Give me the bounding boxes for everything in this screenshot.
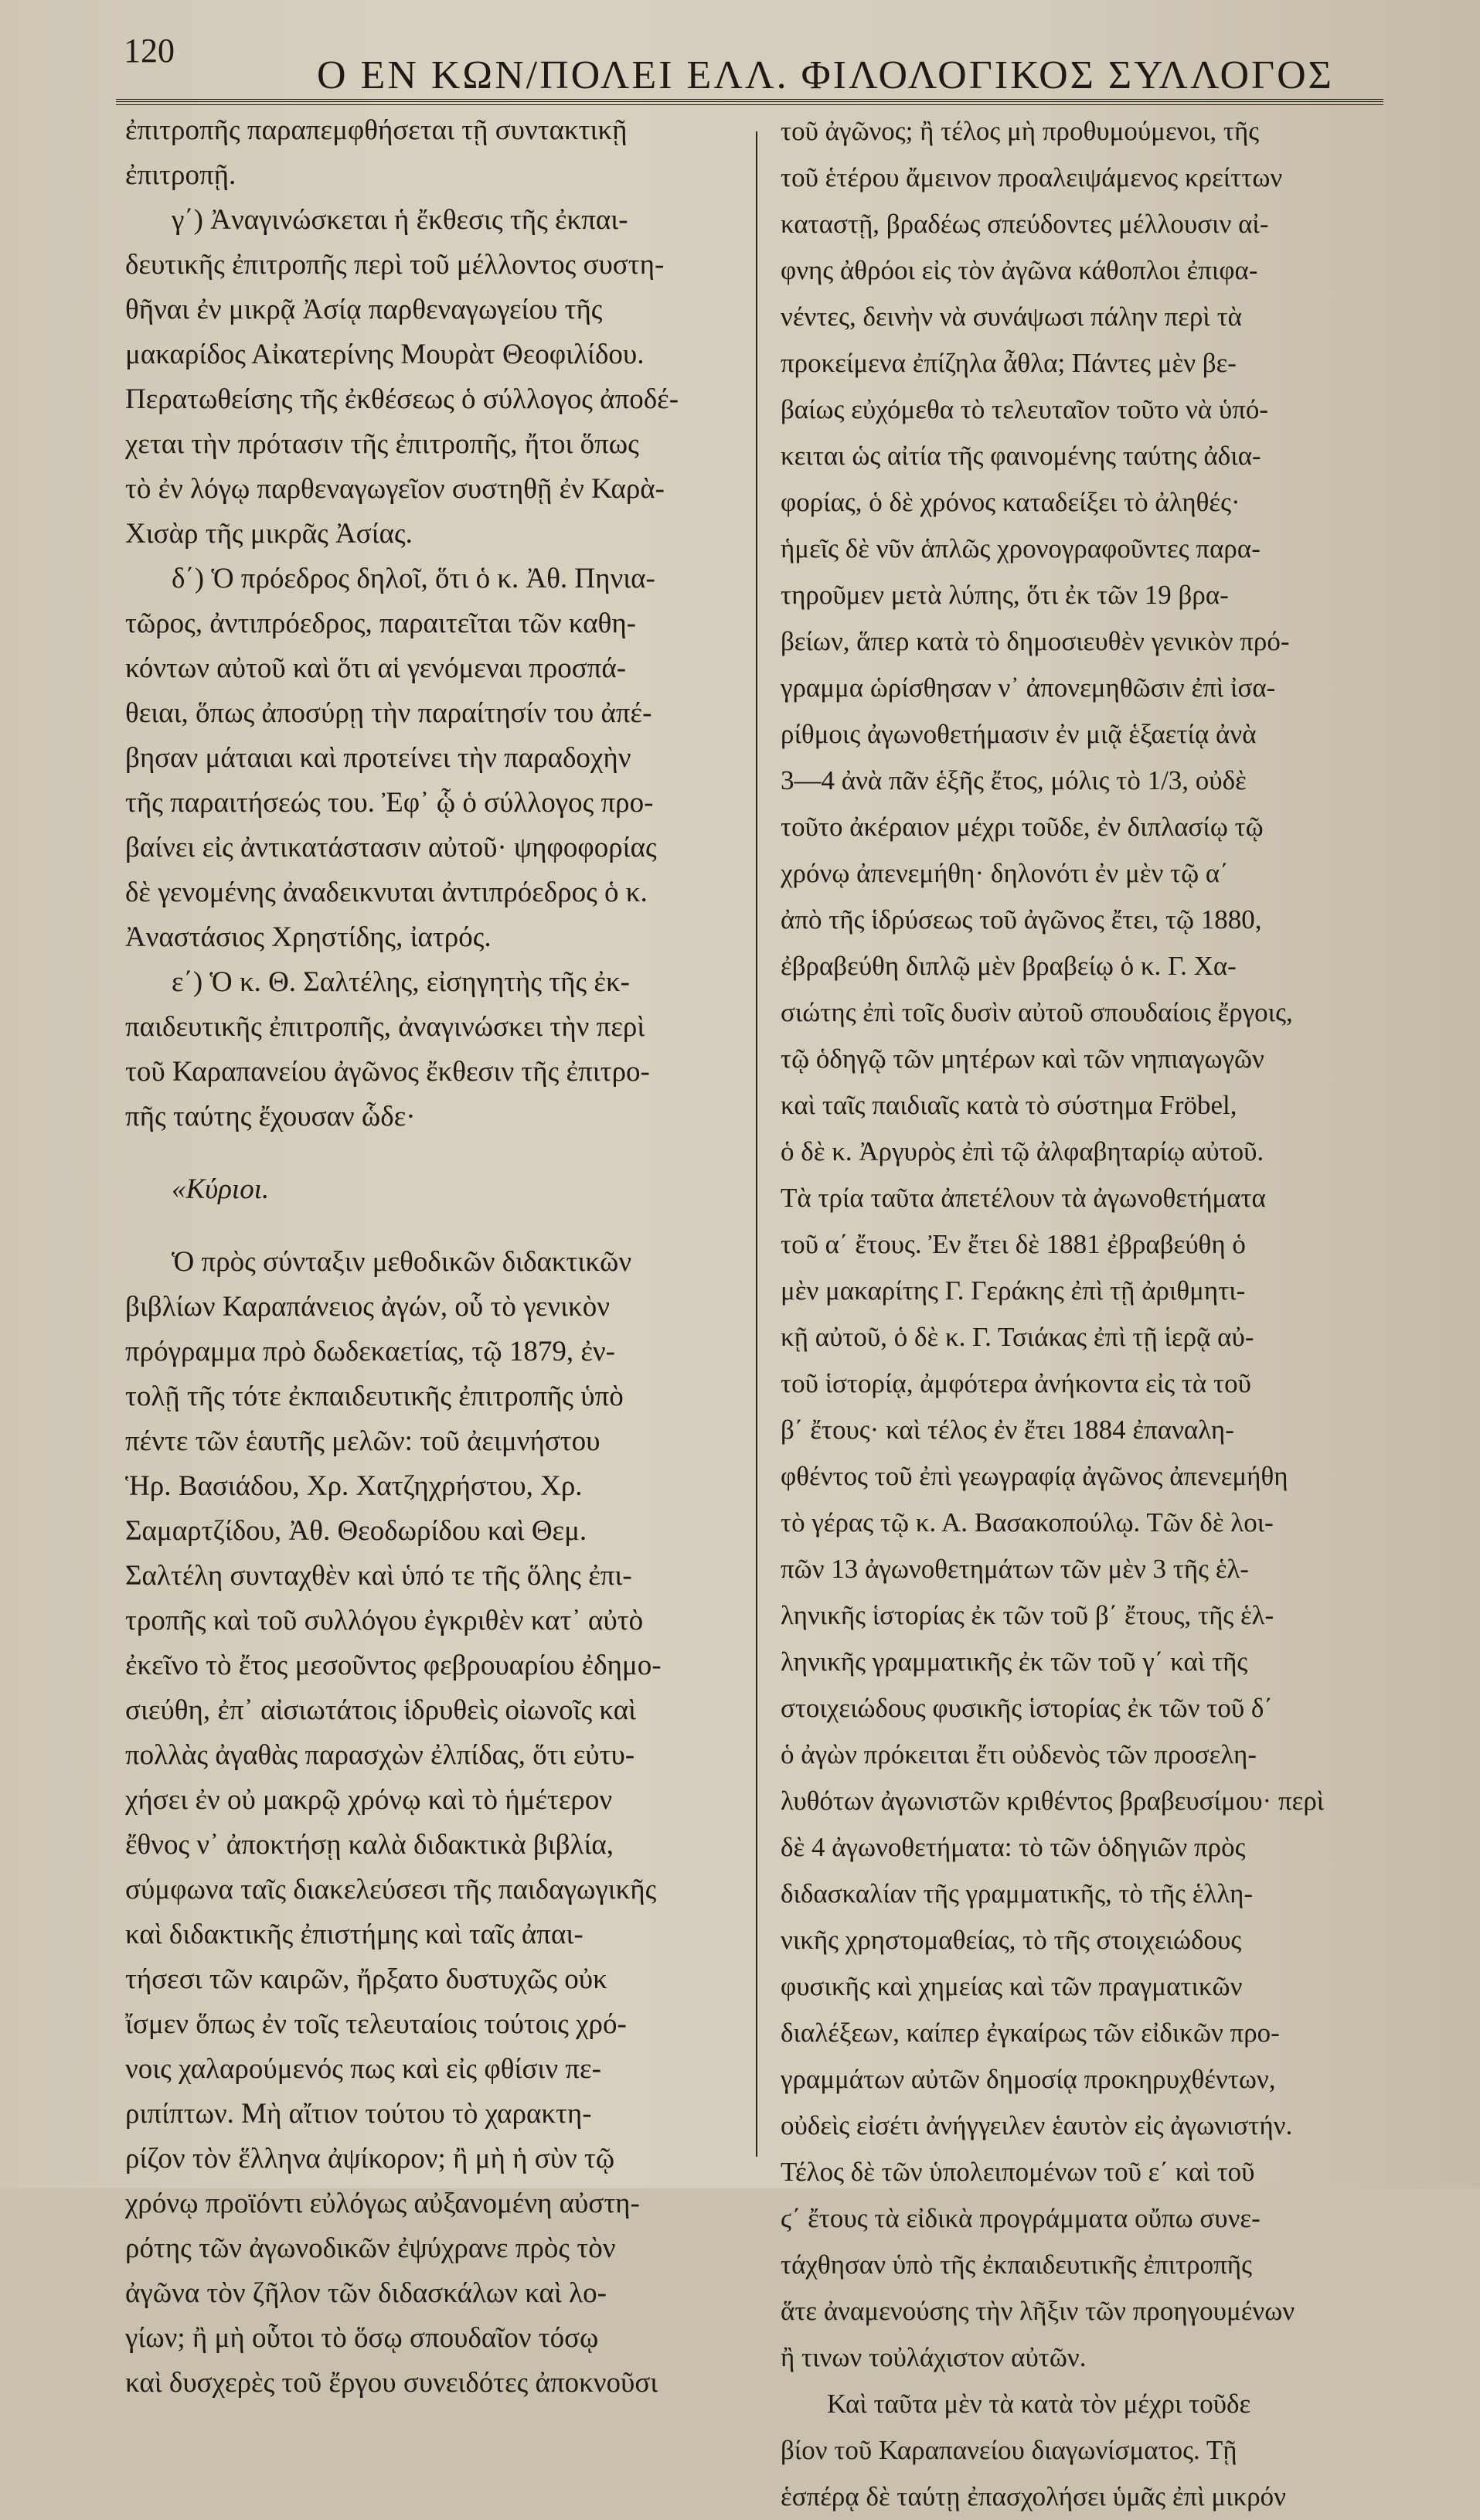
text-line: γραμμα ὡρίσθησαν ν᾽ ἀπονεμηθῶσιν ἐπὶ ἰσα- (781, 673, 1276, 703)
text-line: ρότης τῶν ἀγωνοδικῶν ἐψύχρανε πρὸς τὸν (125, 2232, 616, 2264)
text-line: σιεύθη, ἐπ᾽ αἰσιωτάτοις ἱδρυθεὶς οἰωνοῖς καὶ (125, 1694, 637, 1726)
text-line: ἢ τινων τοὐλάχιστον αὐτῶν. (781, 2342, 1087, 2372)
text-line: τοῦ ἑτέρου ἄμεινον προαλειψάμενος κρείττων (781, 162, 1283, 192)
text-line: καὶ δυσχερὲς τοῦ ἔργου συνειδότες ἀποκνοῦσι (125, 2367, 658, 2399)
text-line: τῷ ὁδηγῷ τῶν μητέρων καὶ τῶν νηπιαγωγῶν (781, 1044, 1264, 1074)
text-line: Τέλος δὲ τῶν ὑπολειπομένων τοῦ ε΄ καὶ τοῦ (781, 2157, 1255, 2187)
text-line: νικῆς χρηστομαθείας, τὸ τῆς στοιχειώδους (781, 1925, 1242, 1955)
text-line: ἐβραβεύθη διπλῷ μὲν βραβείῳ ὁ κ. Γ. Χα- (781, 951, 1237, 981)
text-line: χεται τὴν πρότασιν τῆς ἐπιτροπῆς, ἤτοι ὅπως (125, 428, 639, 460)
text-line: ληνικῆς ἱστορίας ἐκ τῶν τοῦ β΄ ἔτους, τῆς ἑλ- (781, 1600, 1274, 1630)
text-line: ἑσπέρᾳ δὲ ταύτῃ ἐπασχολήσει ὑμᾶς ἐπὶ μικρόν (781, 2481, 1286, 2511)
text-line: πέντε τῶν ἑαυτῆς μελῶν: τοῦ ἀειμνήστου (125, 1425, 601, 1457)
text-line: τολῇ τῆς τότε ἐκπαιδευτικῆς ἐπιτροπῆς ὑπὸ (125, 1381, 624, 1412)
text-line: δευτικῆς ἐπιτροπῆς περὶ τοῦ μέλλοντος συστη- (125, 249, 665, 281)
text-line: οὐδεὶς εἰσέτι ἀνήγγειλεν ἑαυτὸν εἰς ἀγωνιστήν. (781, 2110, 1293, 2140)
text-line: βιβλίων Καραπάνειος ἀγών, οὗ τὸ γενικὸν (125, 1291, 610, 1323)
text-line: Σαμαρτζίδου, Ἀθ. Θεοδωρίδου καὶ Θεμ. (125, 1515, 587, 1547)
text-line: διαλέξεων, καίπερ ἐγκαίρως τῶν εἰδικῶν προ- (781, 2018, 1280, 2048)
text-line: παιδευτικῆς ἐπιτροπῆς, ἀναγινώσκει τὴν περὶ (125, 1011, 645, 1043)
text-line: Χισὰρ τῆς μικρᾶς Ἀσίας. (125, 518, 413, 550)
text-line: βησαν μάταιαι καὶ προτείνει τὴν παραδοχὴν (125, 742, 631, 774)
left-column (125, 108, 759, 2406)
text-line: βείων, ἅπερ κατὰ τὸ δημοσιευθὲν γενικὸν πρό- (781, 626, 1290, 656)
paragraph-gap (125, 1212, 759, 1240)
text-line: 3—4 ἀνὰ πᾶν ἑξῆς ἔτος, μόλις τὸ 1/3, οὐδὲ (781, 765, 1247, 795)
text-line: ὁ δὲ κ. Ἀργυρὸς ἐπὶ τῷ ἀλφαβηταρίῳ αὐτοῦ. (781, 1136, 1264, 1166)
text-line: θῆναι ἐν μικρᾷ Ἀσίᾳ παρθεναγωγείου τῆς (125, 294, 603, 325)
text-line: μακαρίδος Αἰκατερίνης Μουρὰτ Θεοφιλίδου. (125, 339, 645, 370)
text-line: γραμμάτων αὐτῶν δημοσίᾳ προκηρυχθέντων, (781, 2064, 1276, 2094)
text-line: ἐπιτροπῇ. (125, 159, 236, 191)
text-line: λυθότων ἀγωνιστῶν κριθέντος βραβευσίμου· περὶ (781, 1786, 1325, 1816)
text-line: Ἡρ. Βασιάδου, Χρ. Χατζηχρήστου, Χρ. (125, 1470, 583, 1502)
paragraph-gap (125, 1139, 759, 1167)
text-line: τοῦ α΄ ἔτους. Ἐν ἔτει δὲ 1881 ἐβραβεύθη ὁ (781, 1229, 1246, 1259)
running-title: Ο ΕΝ ΚΩΝ/ΠΟΛΕΙ ΕΛΛ. ΦΙΛΟΛΟΓΙΚΟΣ ΣΥΛΛΟΓΟΣ (317, 53, 1334, 97)
text-line: καταστῇ, βραδέως σπεύδοντες μέλλουσιν αἰ- (781, 209, 1269, 239)
text-line: ϛ΄ ἔτους τὰ εἰδικὰ προγράμματα οὔπω συνε- (781, 2203, 1261, 2233)
text-line: δὲ 4 ἀγωνοθετήματα: τὸ τῶν ὁδηγιῶν πρὸς (781, 1832, 1246, 1862)
text-line: τῆς παραιτήσεώς του. Ἐφ᾽ ᾧ ὁ σύλλογος προ- (125, 787, 654, 819)
text-line: Τὰ τρία ταῦτα ἀπετέλουν τὰ ἀγωνοθετήματα (781, 1183, 1266, 1213)
text-line: τοῦ Καραπανείου ἀγῶνος ἔκθεσιν τῆς ἐπιτρο- (125, 1056, 650, 1088)
text-line: τηροῦμεν μετὰ λύπης, ὅτι ἐκ τῶν 19 βρα- (781, 580, 1229, 610)
text-line: κειται ὡς αἰτία τῆς φαινομένης ταύτης ἀδια- (781, 441, 1261, 471)
text-line: τὸ ἐν λόγῳ παρθεναγωγεῖον συστηθῇ ἐν Καρὰ- (125, 473, 665, 505)
text-line: τοῦ ἀγῶνος; ἢ τέλος μὴ προθυμούμενοι, τῆς (781, 116, 1260, 146)
text-line: «Κύριοι. (172, 1173, 270, 1205)
text-line: χρόνῳ ἀπενεμήθη· δηλονότι ἐν μὲν τῷ α΄ (781, 858, 1229, 888)
text-line: Καὶ ταῦτα μὲν τὰ κατὰ τὸν μέχρι τοῦδε (827, 2389, 1251, 2419)
text-line: νοις χαλαρούμενός πως καὶ εἰς φθίσιν πε- (125, 2053, 601, 2085)
text-line: πολλὰς ἀγαθὰς παρασχὼν ἐλπίδας, ὅτι εὐτυ- (125, 1739, 635, 1771)
text-line: τῶρος, ἀντιπρόεδρος, παραιτεῖται τῶν καθη- (125, 608, 636, 639)
text-line: δ΄) Ὁ πρόεδρος δηλοῖ, ὅτι ὁ κ. Ἀθ. Πηνια- (172, 563, 655, 594)
page-number: 120 (124, 32, 175, 70)
text-line: φορίας, ὁ δὲ χρόνος καταδείξει τὸ ἀληθές· (781, 487, 1240, 517)
text-line: ἀγῶνα τὸν ζῆλον τῶν διδασκάλων καὶ λο- (125, 2277, 607, 2309)
text-line: νέντες, δεινὴν νὰ συνάψωσι πάλην περὶ τὰ (781, 301, 1242, 332)
text-line: ὁ ἀγὼν πρόκειται ἔτι οὐδενὸς τῶν προσελη- (781, 1739, 1257, 1769)
text-line: τήσεσι τῶν καιρῶν, ἤρξατο δυστυχῶς οὐκ (125, 1963, 607, 1995)
text-line: ἔθνος ν᾽ ἀποκτήσῃ καλὰ διδακτικὰ βιβλία, (125, 1829, 614, 1861)
text-line: ἀπὸ τῆς ἱδρύσεως τοῦ ἀγῶνος ἔτει, τῷ 1880, (781, 904, 1262, 935)
text-line: φθέντος τοῦ ἐπὶ γεωγραφίᾳ ἀγῶνος ἀπενεμήθη (781, 1461, 1288, 1491)
text-line: βίον τοῦ Καραπανείου διαγωνίσματος. Τῇ (781, 2435, 1237, 2465)
text-line: τάχθησαν ὑπὸ τῆς ἐκπαιδευτικῆς ἐπιτροπῆς (781, 2249, 1252, 2280)
text-line: ἐκεῖνο τὸ ἔτος μεσοῦντος φεβρουαρίου ἐδημο- (125, 1650, 662, 1681)
text-line: ρίθμοις ἀγωνοθετήμασιν ἐν μιᾷ ἑξαετίᾳ ἀνὰ (781, 719, 1257, 749)
text-line: φυσικῆς καὶ χημείας καὶ τῶν πραγματικῶν (781, 1971, 1243, 2001)
text-line: γίων; ἢ μὴ οὗτοι τὸ ὅσῳ σπουδαῖον τόσῳ (125, 2322, 599, 2354)
text-line: Σαλτέλη συνταχθὲν καὶ ὑπό τε τῆς ὅλης ἐπι- (125, 1560, 632, 1592)
text-line: Περατωθείσης τῆς ἐκθέσεως ὁ σύλλογος ἀποδέ- (125, 383, 679, 415)
text-line: τὸ γέρας τῷ κ. Α. Βασακοπούλῳ. Τῶν δὲ λοι- (781, 1507, 1274, 1538)
text-line: γ΄) Ἀναγινώσκεται ἡ ἔκθεσις τῆς ἐκπαι- (172, 204, 628, 236)
text-line: ἡμεῖς δὲ νῦν ἁπλῶς χρονογραφοῦντες παρα- (781, 533, 1261, 564)
text-line: τροπῆς καὶ τοῦ συλλόγου ἐγκριθὲν κατ᾽ αὐτὸ (125, 1605, 644, 1636)
page-header (116, 23, 1352, 100)
right-column (781, 108, 1383, 2520)
text-line: στοιχειώδους φυσικῆς ἱστορίας ἐκ τῶν τοῦ δ΄ (781, 1693, 1274, 1723)
text-line: χρόνῳ προϊόντι εὐλόγως αὐξανομένη αὐστη- (125, 2188, 640, 2219)
text-line: προκείμενα ἐπίζηλα ἆθλα; Πάντες μὲν βε- (781, 348, 1237, 378)
text-line: μὲν μακαρίτης Γ. Γεράκης ἐπὶ τῇ ἀριθμητι- (781, 1275, 1246, 1306)
text-line: χήσει ἐν οὐ μακρῷ χρόνῳ καὶ τὸ ἡμέτερον (125, 1784, 613, 1816)
text-line: ε΄) Ὁ κ. Θ. Σαλτέλης, εἰσηγητὴς τῆς ἐκ- (172, 966, 630, 998)
text-line: καὶ ταῖς παιδιαῖς κατὰ τὸ σύστημα Fröbel, (781, 1090, 1237, 1120)
text-line: ἐπιτροπῆς παραπεμφθήσεται τῇ συντακτικῇ (125, 114, 628, 146)
text-line: πῆς ταύτης ἔχουσαν ὧδε· (125, 1101, 416, 1132)
text-line: φνης ἀθρόοι εἰς τὸν ἀγῶνα κάθοπλοι ἐπιφα- (781, 255, 1258, 285)
column-divider (756, 131, 757, 2157)
text-line: ρίζον τὸν ἕλληνα ἀψίκορον; ἢ μὴ ἡ σὺν τῷ (125, 2143, 615, 2174)
text-line: σιώτης ἐπὶ τοῖς δυσὶν αὐτοῦ σπουδαίοις ἔργοις, (781, 997, 1293, 1027)
text-line: καὶ διδακτικῆς ἐπιστήμης καὶ ταῖς ἀπαι- (125, 1919, 583, 1950)
text-line: ἅτε ἀναμενούσης τὴν λῆξιν τῶν προηγουμένων (781, 2296, 1295, 2326)
text-line: β΄ ἔτους· καὶ τέλος ἐν ἔτει 1884 ἐπαναλη- (781, 1415, 1234, 1445)
text-line: τοῦτο ἀκέραιον μέχρι τοῦδε, ἐν διπλασίῳ τῷ (781, 812, 1264, 842)
text-line: θειαι, ὅπως ἀποσύρῃ τὴν παραίτησίν του ἀπέ- (125, 697, 652, 729)
text-line: ριπίπτων. Μὴ αἴτιον τούτου τὸ χαρακτη- (125, 2098, 592, 2130)
text-line: Ὁ πρὸς σύνταξιν μεθοδικῶν διδακτικῶν (172, 1246, 632, 1278)
header-rule (116, 99, 1383, 105)
text-line: Ἀναστάσιος Χρηστίδης, ἰατρός. (125, 921, 492, 953)
text-line: σύμφωνα ταῖς διακελεύσεσι τῆς παιδαγωγικῆς (125, 1874, 657, 1905)
text-line: κόντων αὐτοῦ καὶ ὅτι αἱ γενόμεναι προσπά- (125, 652, 627, 684)
text-line: ληνικῆς γραμματικῆς ἐκ τῶν τοῦ γ΄ καὶ τῆς (781, 1647, 1248, 1677)
text-line: βαίως εὐχόμεθα τὸ τελευταῖον τοῦτο νὰ ὑπό- (781, 394, 1269, 424)
text-line: βαίνει εἰς ἀντικατάστασιν αὐτοῦ· ψηφοφορίας (125, 832, 657, 863)
text-line: τοῦ ἱστορίᾳ, ἀμφότερα ἀνήκοντα εἰς τὰ τοῦ (781, 1368, 1251, 1398)
text-line: πρόγραμμα πρὸ δωδεκαετίας, τῷ 1879, ἐν- (125, 1336, 615, 1367)
text-line: δὲ γενομένης ἀναδεικνυται ἀντιπρόεδρος ὁ κ. (125, 877, 648, 908)
text-line: ἴσμεν ὅπως ἐν τοῖς τελευταίοις τούτοις χρό- (125, 2008, 627, 2040)
text-line: κῇ αὐτοῦ, ὁ δὲ κ. Γ. Τσιάκας ἐπὶ τῇ ἱερᾷ αὐ- (781, 1322, 1254, 1352)
text-line: πῶν 13 ἀγωνοθετημάτων τῶν μὲν 3 τῆς ἑλ- (781, 1554, 1250, 1584)
text-line: διδασκαλίαν τῆς γραμματικῆς, τὸ τῆς ἑλλη- (781, 1878, 1254, 1909)
